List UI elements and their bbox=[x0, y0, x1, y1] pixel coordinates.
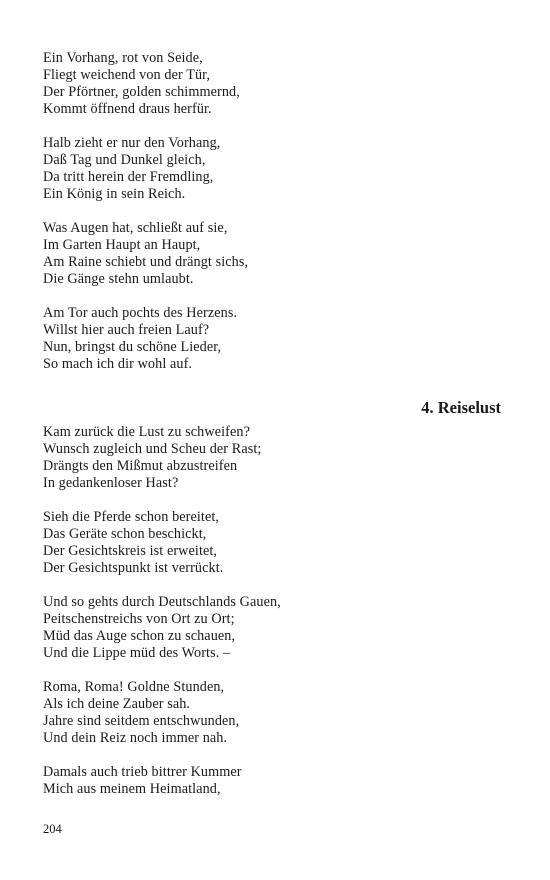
verse-line: Wunsch zugleich und Scheu der Rast; bbox=[43, 441, 262, 457]
verse-line: Peitschenstreichs von Ort zu Ort; bbox=[43, 611, 235, 627]
verse-line: Sieh die Pferde schon bereitet, bbox=[43, 509, 220, 525]
stanza bbox=[43, 679, 503, 747]
verse-line: Und dein Reiz noch immer nah. bbox=[43, 730, 228, 746]
verse-line: Und die Lippe müd des Worts. – bbox=[43, 645, 231, 661]
verse-line: Willst hier auch freien Lauf? bbox=[43, 322, 210, 338]
verse-line: Im Garten Haupt an Haupt, bbox=[43, 237, 201, 253]
verse-line: Die Gänge stehn umlaubt. bbox=[43, 271, 194, 287]
stanza bbox=[43, 305, 503, 373]
stanza bbox=[43, 424, 503, 492]
verse-line: Der Gesichtskreis ist erweitet, bbox=[43, 543, 218, 559]
stanza bbox=[43, 509, 503, 577]
verse-line: Am Raine schiebt und drängt sichs, bbox=[43, 254, 249, 270]
verse-line: Mich aus meinem Heimatland, bbox=[43, 781, 221, 797]
stanza bbox=[43, 135, 503, 203]
verse-line: Damals auch trieb bittrer Kummer bbox=[43, 764, 242, 780]
verse-line: Ein König in sein Reich. bbox=[43, 186, 186, 202]
verse-line: Kam zurück die Lust zu schweifen? bbox=[43, 424, 250, 440]
stanza bbox=[43, 220, 503, 288]
verse-line: Daß Tag und Dunkel gleich, bbox=[43, 152, 206, 168]
verse-line: Der Pförtner, golden schimmernd, bbox=[43, 84, 240, 100]
verse-line: Müd das Auge schon zu schauen, bbox=[43, 628, 236, 644]
verse-line: Was Augen hat, schließt auf sie, bbox=[43, 220, 228, 236]
verse-line: Fliegt weichend von der Tür, bbox=[43, 67, 211, 83]
verse-line: Jahre sind seitdem entschwunden, bbox=[43, 713, 240, 729]
verse-line: Nun, bringst du schöne Lieder, bbox=[43, 339, 222, 355]
verse-line: Kommt öffnend draus herfür. bbox=[43, 101, 212, 117]
verse-line: Roma, Roma! Goldne Stunden, bbox=[43, 679, 225, 695]
stanza bbox=[43, 764, 503, 798]
verse-line: Am Tor auch pochts des Herzens. bbox=[43, 305, 238, 321]
verse-line: In gedankenloser Hast? bbox=[43, 475, 179, 491]
verse-line: Drängts den Mißmut abzustreifen bbox=[43, 458, 238, 474]
verse-line: Halb zieht er nur den Vorhang, bbox=[43, 135, 221, 151]
verse-line: Da tritt herein der Fremdling, bbox=[43, 169, 214, 185]
section-heading: 4. Reiselust bbox=[421, 398, 501, 417]
verse-line: Das Geräte schon beschickt, bbox=[43, 526, 207, 542]
verse-line: So mach ich dir wohl auf. bbox=[43, 356, 193, 372]
verse-line: Ein Vorhang, rot von Seide, bbox=[43, 50, 203, 66]
page-body bbox=[43, 50, 503, 815]
verse-line: Der Gesichtspunkt ist verrückt. bbox=[43, 560, 224, 576]
page-number: 204 bbox=[43, 822, 62, 836]
verse-line: Als ich deine Zauber sah. bbox=[43, 696, 191, 712]
poem-reiselust bbox=[43, 424, 503, 798]
verse-line: Und so gehts durch Deutschlands Gauen, bbox=[43, 594, 281, 610]
poem-continuation bbox=[43, 50, 503, 373]
stanza bbox=[43, 50, 503, 118]
stanza bbox=[43, 594, 503, 662]
